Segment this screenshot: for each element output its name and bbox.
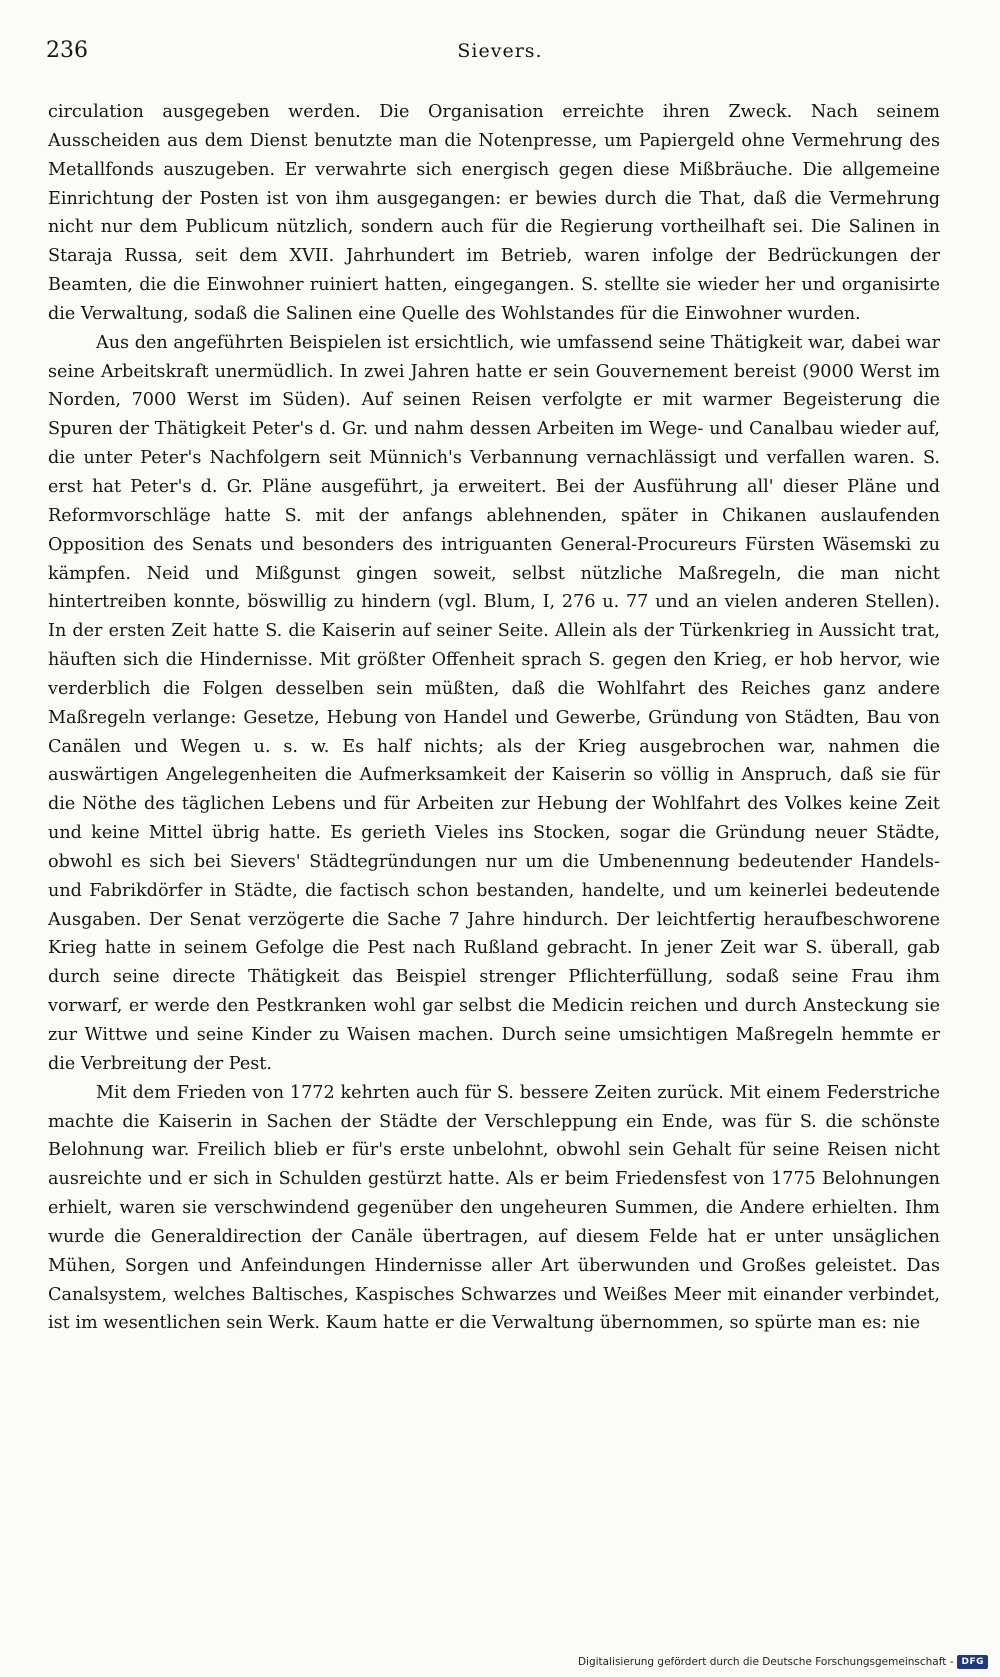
digitization-footer — [578, 1653, 988, 1671]
funding-credit: Digitalisierung gefördert durch die Deutsche Forschungsgemeinschaft - — [577, 1656, 954, 1668]
paragraph-2: Aus den angeführten Beispielen ist ersichtlich, wie umfassend seine Thätigkeit war, dabei war seine Arbeitskraft unermüdlich. In zwei Jahren hatte er sein Gouvernement bereist (9000 Werst im Norden, 7000 Werst im Süden). Auf seinen Reisen verfolgte er mit warmer Begeisterung die Spuren der Thätigkeit Peter's d. Gr. und nahm dessen Arbeiten im Wege- und Canalbau wieder auf, die unter Peter's Nachfolgern seit Münnich's Verbannung vernachlässigt und verfallen waren. S. erst hat Peter's d. Gr. Pläne ausgeführt, ja erweitert. Bei der Ausführung all' dieser Pläne und Reformvorschläge hatte S. mit der anfangs ablehnenden, später in Chikanen auslaufenden Opposition des Senats und besonders des intriguanten General-Procureurs Fürsten Wäsemski zu kämpfen. Neid und Mißgunst gingen soweit, selbst nützliche Maßregeln, die man nicht hintertreiben konnte, böswillig zu hindern (vgl. Blum, I, 276 u. 77 und an vielen anderen Stellen). In der ersten Zeit hatte S. die Kaiserin auf seiner Seite. Allein als der Türkenkrieg in Aussicht trat, häuften sich die Hindernisse. Mit größter Offenheit sprach S. gegen den Krieg, er hob hervor, wie verderblich die Folgen desselben sein müßten, daß die Wohlfahrt des Reiches ganz andere Maßregeln verlange: Gesetze, Hebung von Handel und Gewerbe, Gründung von Städten, Bau von Canälen und Wegen u. s. w. Es half nichts; als der Krieg ausgebrochen war, nahmen die auswärtigen Angelegenheiten die Aufmerksamkeit der Kaiserin so völlig in Anspruch, daß sie für die Nöthe des täglichen Lebens und für Arbeiten zur Hebung der Wohlfahrt des Volkes keine Zeit und keine Mittel übrig hatte. Es gerieth Vieles ins Stocken, sogar die Gründung neuer Städte, obwohl es sich bei Sievers' Städtegründungen nur um die Umbenennung bedeutender Handels- und Fabrikdörfer in Städte, die factisch schon bestanden, handelte, und um keinerlei bedeutende Ausgaben. Der Senat verzögerte die Sache 7 Jahre hindurch. Der leichtfertig heraufbeschworene Krieg hatte in seinem Gefolge die Pest nach Rußland gebracht. In jener Zeit war S. überall, gab durch seine directe Thätigkeit das Beispiel strenger Pflichterfüllung, sodaß seine Frau ihm vorwarf, er werde den Pestkranken wohl gar selbst die Medicin reichen und durch Ansteckung sie zur Wittwe und seine Kinder zu Waisen machen. Durch seine umsichtigen Maßregeln hemmte er die Verbreitung der Pest. — [48, 332, 940, 1074]
paragraph-1: circulation ausgegeben werden. Die Organisation erreichte ihren Zweck. Nach seinem Ausscheiden aus dem Dienst benutzte man die Notenpresse, um Papiergeld ohne Vermehrung des Metallfonds auszugeben. Er verwahrte sich energisch gegen diese Mißbräuche. Die allgemeine Einrichtung der Posten ist von ihm ausgegangen: er bewies durch die That, daß die Vermehrung nicht nur dem Publicum nützlich, sondern auch für die Regierung vortheilhaft sei. Die Salinen in Staraja Russa, seit dem XVII. Jahrhundert im Betrieb, waren infolge der Bedrückungen der Beamten, die die Einwohner ruiniert hatten, eingegangen. S. stellte sie wieder her und organisirte die Verwaltung, sodaß die Salinen eine Quelle des Wohlstandes für die Einwohner wurden. — [48, 102, 940, 324]
dfg-logo: DFG — [957, 1655, 988, 1669]
page-number: 236 — [46, 38, 88, 63]
page-header — [46, 38, 954, 72]
running-title: Sievers. — [457, 40, 543, 62]
body-text — [48, 98, 940, 1338]
paragraph-3: Mit dem Frieden von 1772 kehrten auch für S. bessere Zeiten zurück. Mit einem Federstriche machte die Kaiserin in Sachen der Städte der Verschleppung ein Ende, was für S. die schönste Belohnung war. Freilich blieb er für's erste unbelohnt, obwohl sein Gehalt für seine Reisen nicht ausreichte und er sich in Schulden gestürzt hatte. Als er beim Friedensfest von 1775 Belohnungen erhielt, waren sie verschwindend gegenüber den ungeheuren Summen, die Andere erhielten. Ihm wurde die Generaldirection der Canäle übertragen, auf diesem Felde hat er unter unsäglichen Mühen, Sorgen und Anfeindungen Hindernisse aller Art überwunden und Großes geleistet. Das Canalsystem, welches Baltisches, Kaspisches Schwarzes und Weißes Meer mit einander verbindet, ist im wesentlichen sein Werk. Kaum hatte er die Verwaltung übernommen, so spürte man es: nie — [48, 1082, 940, 1334]
